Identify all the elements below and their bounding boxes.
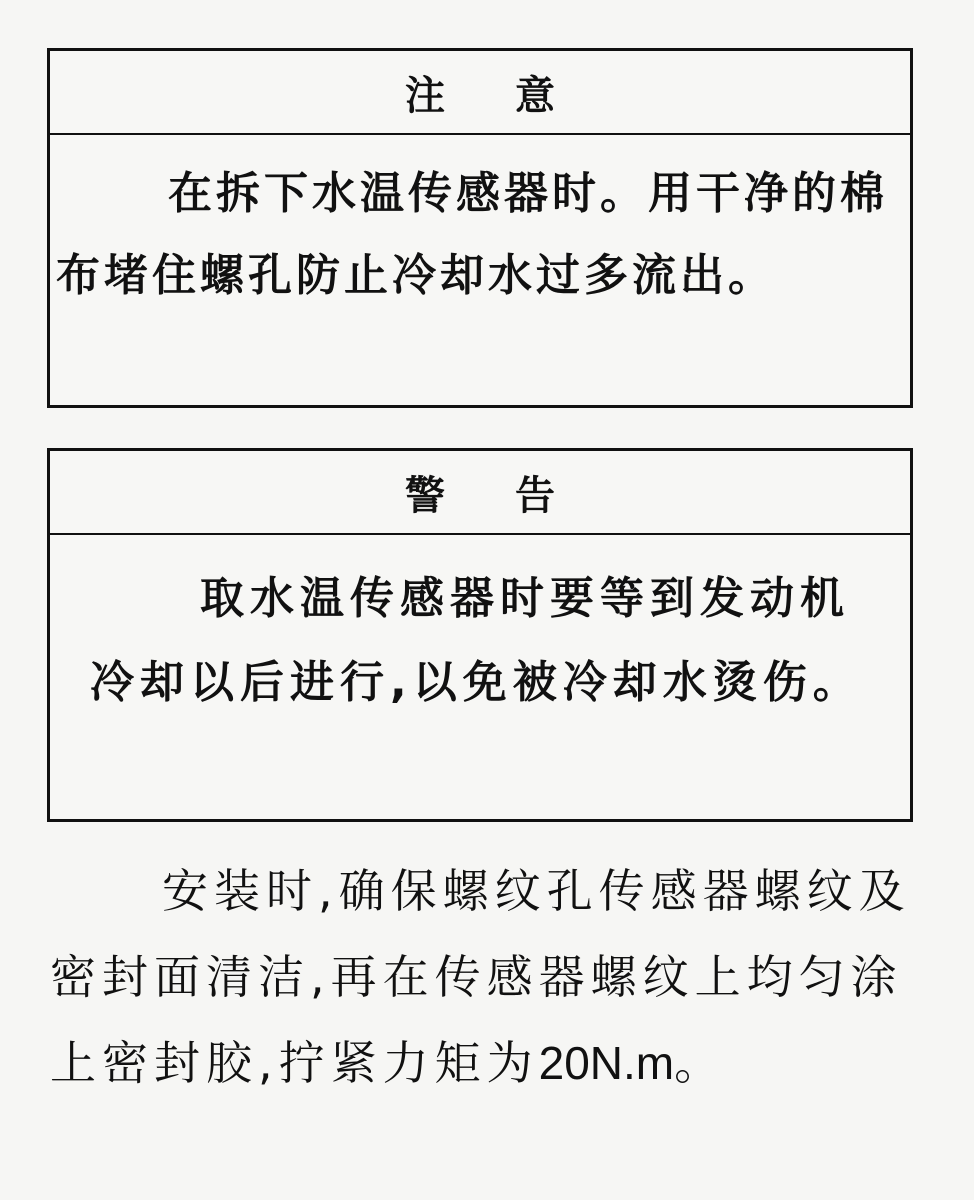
warning-title: 警 告 [50,451,910,535]
installation-text: 安装时,确保螺纹孔传感器螺纹及密封面清洁,再在传感器螺纹上均匀涂上密封胶,拧紧力矩为 [50,864,911,1090]
torque-value: 20N.m。 [538,1037,721,1089]
caution-title: 注 意 [50,51,910,135]
caution-text: 在拆下水温传感器时。用干净的棉布堵住螺孔防止冷却水过多流出。 [56,168,888,301]
warning-box [47,448,913,822]
caution-box [47,48,913,408]
warning-text: 取水温传感器时要等到发动机冷却以后进行,以免被冷却水烫伤。 [90,573,863,708]
installation-instructions [50,848,920,1106]
